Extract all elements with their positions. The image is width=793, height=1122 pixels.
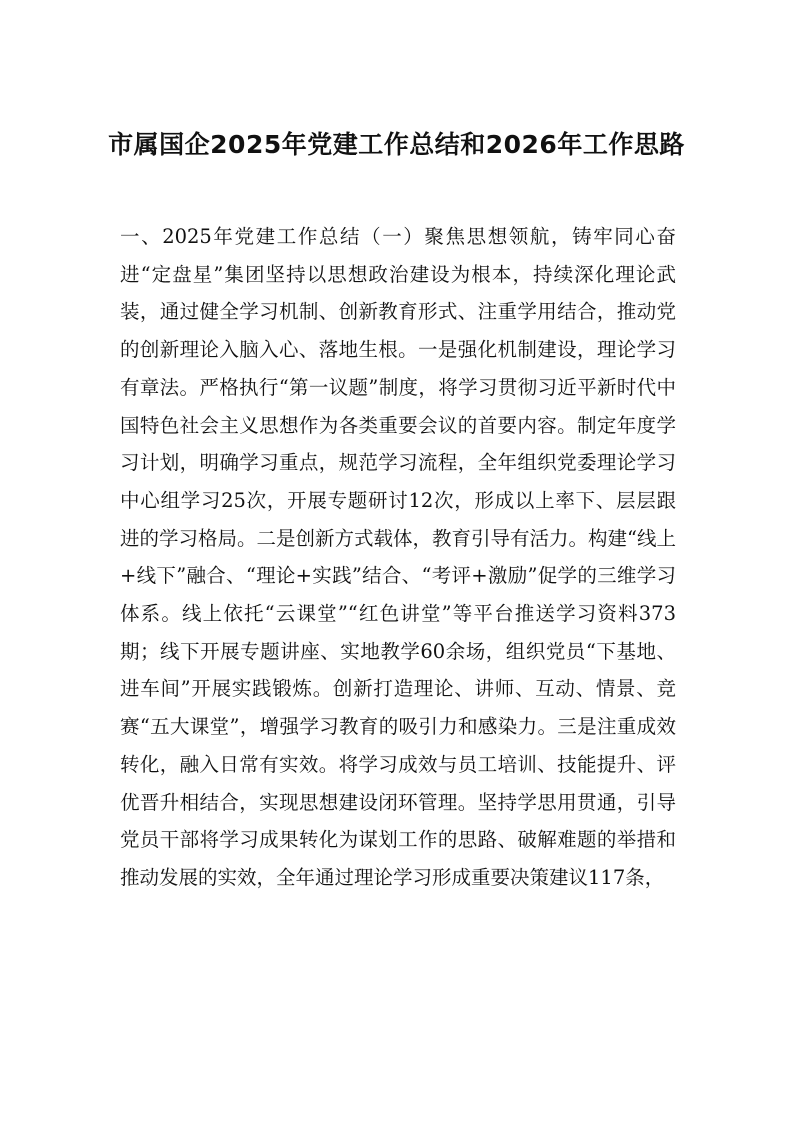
- document-body-paragraph: 一、2025年党建工作总结（一）聚焦思想领航，铸牢同心奋进“定盘星”集团坚持以思想政治建设为根本，持续深化理论武装，通过健全学习机制、创新教育形式、注重学用结合，推动党的创新理论入脑入心、落地生根。一是强化机制建设，理论学习有章法。严格执行“第一议题”制度，将学习贯彻习近平新时代中国特色社会主义思想作为各类重要会议的首要内容。制定年度学习计划，明确学习重点，规范学习流程，全年组织党委理论学习中心组学习25次，开展专题研讨12次，形成以上率下、层层跟进的学习格局。二是创新方式载体，教育引导有活力。构建“线上+线下”融合、“理论+实践”结合、“考评+激励”促学的三维学习体系。线上依托“云课堂”“红色讲堂”等平台推送学习资料373期；线下开展专题讲座、实地教学60余场，组织党员“下基地、进车间”开展实践锻炼。创新打造理论、讲师、互动、情景、竞赛“五大课堂”，增强学习教育的吸引力和感染力。三是注重成效转化，融入日常有实效。将学习成效与员工培训、技能提升、评优晋升相结合，实现思想建设闭环管理。坚持学思用贯通，引导党员干部将学习成果转化为谋划工作的思路、破解难题的举措和推动发展的实效，全年通过理论学习形成重要决策建议117条，: [120, 225, 676, 889]
- document-title: 市属国企2025年党建工作总结和2026年工作思路: [108, 130, 685, 159]
